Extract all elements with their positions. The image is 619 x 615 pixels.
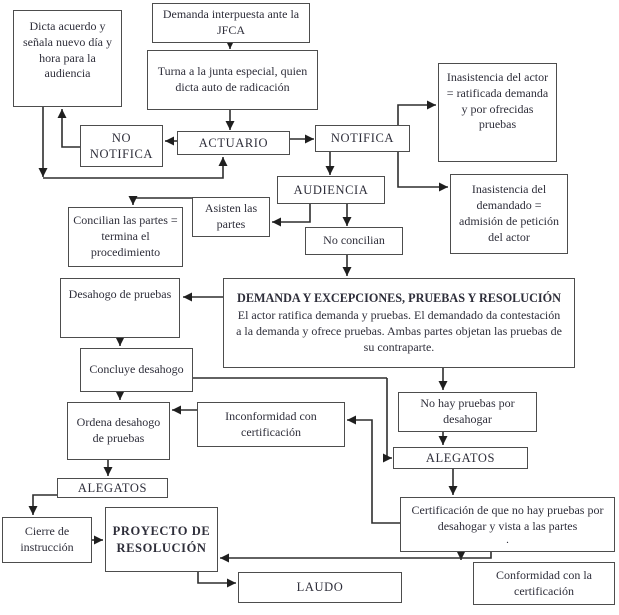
node-demanda-excepciones-title: DEMANDA Y EXCEPCIONES, PRUEBAS Y RESOLUCIÓN xyxy=(237,291,561,306)
node-inasistencia-demandado xyxy=(450,174,568,254)
node-asisten-partes xyxy=(192,197,270,237)
arrow-certificacion-to-inconformidad xyxy=(347,420,400,523)
arrow-audiencia-to-asisten xyxy=(272,204,310,222)
arrow-alegatos-to-cierre xyxy=(33,495,58,515)
node-conformidad xyxy=(473,562,615,605)
arrow-certificacion-to-proyecto xyxy=(220,552,491,558)
node-cierre-instruccion-label: Cierre de instrucción xyxy=(20,524,74,554)
node-audiencia xyxy=(277,176,385,204)
arrow-asisten-to-concilian xyxy=(133,198,192,205)
node-conformidad-label: Conformidad con la certificación xyxy=(496,567,592,598)
node-no-notifica xyxy=(80,125,163,167)
node-no-hay-pruebas xyxy=(398,392,537,432)
node-alegatos-right xyxy=(393,447,528,469)
node-notifica-label: NOTIFICA xyxy=(330,131,395,146)
arrow-proyecto-to-laudo xyxy=(198,572,236,583)
node-demanda-excepciones-body: El actor ratifica demanda y pruebas. El demandado da contestación a la demanda y ofrece pruebas. Ambas partes objetan las pruebas de su contraparte. xyxy=(236,308,562,354)
node-alegatos-right-label: ALEGATOS xyxy=(425,450,496,465)
node-proyecto-resolucion xyxy=(105,507,218,572)
node-inconformidad xyxy=(197,402,345,447)
node-asisten-partes-label: Asisten las partes xyxy=(204,201,258,231)
node-inasistencia-actor xyxy=(438,63,557,162)
node-desahogo-pruebas-label: Desahogo de pruebas xyxy=(68,287,172,301)
node-proyecto-resolucion-label: PROYECTO DE RESOLUCIÓN xyxy=(112,524,211,555)
node-inasistencia-demandado-label: Inasistencia del demandado = admisión de petición del actor xyxy=(459,182,559,244)
node-no-hay-pruebas-label: No hay pruebas por desahogar xyxy=(420,396,515,426)
node-certificacion-footnote: . xyxy=(506,533,509,546)
arrow-notifica-to-inasistencia-actor xyxy=(398,105,436,125)
node-no-concilian-label: No concilian xyxy=(323,233,385,248)
node-demanda-excepciones xyxy=(223,278,575,368)
node-audiencia-label: AUDIENCIA xyxy=(293,182,369,197)
node-inasistencia-actor-label: Inasistencia del actor = ratificada demanda y por ofrecidas pruebas xyxy=(446,70,549,132)
node-laudo xyxy=(238,572,402,603)
node-turna-junta xyxy=(147,50,318,110)
node-laudo-label: LAUDO xyxy=(296,580,344,595)
node-certificacion xyxy=(400,497,615,552)
node-turna-junta-label: Turna a la junta especial, quien dicta auto de radicación xyxy=(157,64,308,94)
node-certificacion-label: Certificación de que no hay pruebas por desahogar y vista a las partes xyxy=(411,503,604,533)
node-concilian-partes-label: Concilian las partes = termina el procedimiento xyxy=(73,213,178,259)
node-dicta-acuerdo-label: Dicta acuerdo y señala nuevo día y hora para la audiencia xyxy=(23,19,112,81)
node-notifica xyxy=(315,125,410,152)
arrow-branch-to-alegatos-right xyxy=(387,378,392,458)
node-inconformidad-label: Inconformidad con certificación xyxy=(225,408,317,439)
node-actuario-label: ACTUARIO xyxy=(198,135,269,150)
node-cierre-instruccion xyxy=(2,517,92,563)
node-concilian-partes xyxy=(68,207,183,267)
node-dicta-acuerdo xyxy=(13,10,122,107)
node-ordena-desahogo xyxy=(67,402,170,460)
node-actuario xyxy=(177,131,290,155)
node-no-notifica-label: NO NOTIFICA xyxy=(89,130,154,161)
node-concluye-desahogo-label: Concluye desahogo xyxy=(89,362,184,377)
node-desahogo-pruebas xyxy=(60,278,180,338)
node-alegatos-left xyxy=(57,478,168,498)
arrow-no-notifica-to-dicta xyxy=(62,109,80,147)
node-concluye-desahogo xyxy=(80,348,193,392)
node-ordena-desahogo-label: Ordena desahogo de pruebas xyxy=(76,415,161,445)
node-demanda-jfca-label: Demanda interpuesta ante la JFCA xyxy=(162,7,300,37)
node-alegatos-left-label: ALEGATOS xyxy=(77,480,148,495)
node-demanda-jfca xyxy=(152,3,310,43)
node-no-concilian xyxy=(305,227,403,255)
